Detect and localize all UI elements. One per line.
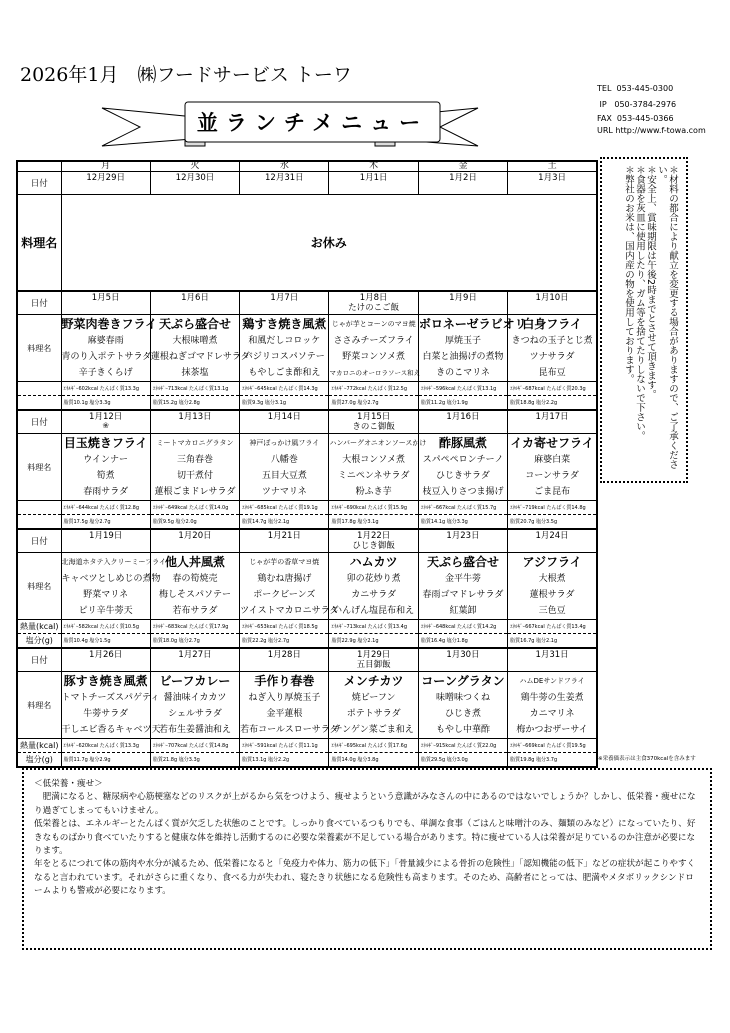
side-dish: 大根コンソメ煮 <box>342 454 406 465</box>
dish-cell <box>329 315 421 382</box>
date: 1月21日 <box>267 531 301 541</box>
side-dish: カニマリネ <box>529 708 575 719</box>
dish-label: 料理名 <box>17 195 61 292</box>
side-dish: 鶏牛蒡の生姜煮 <box>520 692 584 703</box>
date: 1月24日 <box>535 531 569 541</box>
date-cell <box>150 529 239 553</box>
side-dish: ミニペンネサラダ <box>337 470 410 481</box>
side-dish: コーンサラダ <box>525 470 579 481</box>
side-dish: いんげん塩昆布和え <box>333 605 415 616</box>
contact-tel: TEL 053-445-0300 <box>597 84 674 93</box>
fat-salt: 脂質22.2g 塩分2.7g <box>240 634 329 649</box>
fat-salt: 脂質11.2g 塩分1.9g <box>418 396 507 411</box>
fat-salt: 脂質14.7g 塩分2.1g <box>240 515 329 530</box>
dish-cell <box>508 553 597 620</box>
date: 1月22日 <box>357 531 391 541</box>
energy-protein: ｴﾈﾙｷﾞｰ591kcal たんぱく質11.1g <box>240 739 329 753</box>
date-cell: 12月31日 <box>240 172 329 195</box>
date: 1月14日 <box>267 412 301 422</box>
kcal-label <box>17 382 61 396</box>
weekday-header: 土 <box>508 161 597 172</box>
fat-salt: 脂質9.3g 塩分3.1g <box>240 396 329 411</box>
date-cell <box>61 410 150 434</box>
corner-cell <box>17 161 61 172</box>
column-paragraph: 肥満になると、糖尿病や心筋梗塞などのリスクが上がるから気をつけよう、痩せようという意識がみなさんの中にあるのではないでしょうか？しかし、低栄養・痩せになり過ぎてしまってもいけません。 <box>34 792 696 816</box>
side-dish: 醤油味イカカツ <box>163 692 227 703</box>
kcal-label <box>17 501 61 515</box>
main-dish: ハンバーグオニオンソースかけ <box>329 438 427 447</box>
side-dish: 青のり入ポテトサラダ <box>61 351 152 362</box>
date-cell <box>508 410 597 434</box>
main-dish: じゃが芋とコーンのマヨ焼 <box>331 319 416 328</box>
side-dish: 大根味噌煮 <box>172 335 218 346</box>
date-cell <box>329 529 418 553</box>
salt-label <box>17 396 61 411</box>
date: 1月13日 <box>178 412 212 422</box>
date-cell <box>61 291 150 315</box>
banner-title: 並ランチメニュー <box>196 110 429 135</box>
date: 1月9日 <box>449 293 477 303</box>
date-cell: 12月29日 <box>61 172 150 195</box>
side-dish: もやし中華酢 <box>435 724 490 735</box>
date-cell <box>240 648 329 672</box>
fat-salt: 脂質19.8g 塩分3.7g <box>508 753 597 768</box>
date-cell <box>150 291 239 315</box>
side-dish: 麻婆白菜 <box>534 454 571 465</box>
fat-salt: 脂質18.0g 塩分2.7g <box>150 634 239 649</box>
rice-of-the-day: たけのこご飯 <box>348 303 400 313</box>
date: 1月12日 <box>89 412 123 422</box>
date-cell <box>508 529 597 553</box>
main-dish: 豚すき焼き風煮 <box>63 673 148 688</box>
energy-protein: ｴﾈﾙｷﾞｰ602kcal たんぱく質13.3g <box>61 382 150 396</box>
fat-salt: 脂質10.4g 塩分1.5g <box>61 634 150 649</box>
date-cell <box>240 291 329 315</box>
side-dish: ひじき煮 <box>444 708 481 719</box>
date-cell <box>61 529 150 553</box>
side-dish: ツナマリネ <box>261 486 307 497</box>
main-dish: ハムカツ <box>349 554 398 569</box>
fat-salt: 脂質16.7g 塩分2.1g <box>508 634 597 649</box>
energy-protein: ｴﾈﾙｷﾞｰ644kcal たんぱく質12.8g <box>61 501 150 515</box>
contact-url: URL http://www.f-towa.com <box>597 126 706 135</box>
side-dish: 麻婆春雨 <box>87 335 124 346</box>
main-dish: 天ぷら盛合せ <box>158 316 231 331</box>
contact-fax: FAX 053-445-0366 <box>597 114 674 123</box>
fat-salt: 脂質17.8g 塩分3.1g <box>329 515 418 530</box>
side-dish: シェルサラダ <box>168 708 222 719</box>
main-dish: 白身フライ <box>522 316 582 331</box>
side-dish: ツイストマカロニサラダ <box>240 605 339 616</box>
date-cell <box>240 529 329 553</box>
fat-salt: 脂質14.1g 塩分3.3g <box>418 515 507 530</box>
dish-cell <box>508 434 597 501</box>
side-dish: 干しエビ香るキャベツ天 <box>61 724 161 735</box>
side-dish: 蓮根サラダ <box>529 589 575 600</box>
main-dish: メンチカツ <box>343 673 404 688</box>
energy-protein: ｴﾈﾙｷﾞｰ695kcal たんぱく質17.6g <box>329 739 418 753</box>
notice-item: ＊材料の都合により献立を変更する場合がありますので、ご了承ください。 <box>656 165 678 469</box>
side-dish: 辛子きくらげ <box>78 367 133 378</box>
date: 1月7日 <box>270 293 299 303</box>
energy-protein: ｴﾈﾙｷﾞｰ596kcal たんぱく質13.1g <box>418 382 507 396</box>
side-dish: マカロニのオーロラソース和え <box>329 368 421 377</box>
side-dish: 蓮根ごまドレサラダ <box>154 486 236 497</box>
column-heading: ＜低栄養・痩せ＞ <box>34 779 103 789</box>
dish-cell <box>240 315 329 382</box>
date-cell: 1月2日 <box>418 172 507 195</box>
dish-cell <box>150 434 239 501</box>
side-dish: 切干煮付 <box>176 470 213 481</box>
side-dish: もやしごま酢和え <box>248 367 321 378</box>
column-paragraph: 低栄養とは、エネルギーとたんぱく質が欠乏した状態のことです。しっかり食べているつもりでも、単調な食事（ごはんと味噌汁のみ、麺類のみなど）になっていたり、好きなものばかり食べていたりすると健康な体を維持し活動するのに必要な栄養素が不足している場合があります。特に痩せている人は栄養が足りているのか注意が必要になります。 <box>34 819 696 857</box>
side-dish: ごま昆布 <box>534 486 571 497</box>
lunch-menu-table <box>16 160 598 768</box>
fat-salt: 脂質29.5g 塩分3.0g <box>418 753 507 768</box>
side-dish: 粉ふき芋 <box>355 486 392 497</box>
energy-protein: ｴﾈﾙｷﾞｰ669kcal たんぱく質19.5g <box>508 739 597 753</box>
side-dish: キャベツとしめじの煮物 <box>61 573 161 584</box>
contact-ip: IP 050-3784-2976 <box>597 100 677 109</box>
side-dish: 枝豆入りさつま揚げ <box>422 486 504 497</box>
dish-cell <box>418 315 527 382</box>
energy-protein: ｴﾈﾙｷﾞｰ620kcal たんぱく質13.3g <box>61 739 150 753</box>
main-dish: イカ寄せフライ <box>510 435 594 450</box>
main-dish: コーングラタン <box>421 673 505 688</box>
energy-protein: ｴﾈﾙｷﾞｰ690kcal たんぱく質15.9g <box>329 501 418 515</box>
side-dish: 卯の花炒り煮 <box>346 573 401 584</box>
date-cell <box>329 410 418 434</box>
fat-salt: 脂質20.7g 塩分3.5g <box>508 515 597 530</box>
side-dish: バジリコスパソテー <box>243 351 325 362</box>
dish-cell <box>240 672 339 739</box>
date: 1月10日 <box>535 293 569 303</box>
side-dish: 梅しそスパソテー <box>158 589 231 600</box>
date: 1月8日 <box>359 293 388 303</box>
notice-item: ＊食器を灰皿に使用したり、ガム等を捨てたりしないで下さい。 <box>634 165 645 441</box>
dish-label: 料理名 <box>17 434 61 501</box>
date: 1月6日 <box>181 293 209 303</box>
date-cell: 1月1日 <box>329 172 418 195</box>
date-label: 日付 <box>17 648 61 672</box>
date: 1月20日 <box>178 531 212 541</box>
date-cell <box>508 291 597 315</box>
notice-box <box>600 157 688 483</box>
side-dish: 野菜コンソメ煮 <box>342 351 406 362</box>
date: 1月30日 <box>446 650 480 660</box>
dish-cell <box>150 315 250 382</box>
notice-item: ＊安全上、賞味期限は午後2時までとさせて頂きます。 <box>645 165 656 400</box>
main-dish: 鶏すき焼き風煮 <box>242 316 327 331</box>
main-dish: 手作り春巻 <box>254 673 315 688</box>
page-title: 2026年1月 ㈱フードサービス トーワ <box>20 64 352 86</box>
fat-salt: 脂質14.0g 塩分3.8g <box>329 753 418 768</box>
dish-cell <box>240 434 329 501</box>
date-label: 日付 <box>17 291 61 315</box>
fat-salt: 脂質27.0g 塩分2.7g <box>329 396 418 411</box>
side-dish: 昆布豆 <box>538 367 566 378</box>
energy-protein: ｴﾈﾙｷﾞｰ645kcal たんぱく質14.3g <box>240 382 329 396</box>
rice-of-the-day: きのこ御飯 <box>352 422 395 432</box>
date-cell <box>418 529 507 553</box>
main-dish: ミートマカロニグラタン <box>156 438 234 447</box>
holiday-cell: お休み <box>61 195 597 292</box>
side-dish: ウインナー <box>83 454 129 465</box>
fat-salt: 脂質17.5g 塩分2.7g <box>61 515 150 530</box>
date-cell <box>418 648 507 672</box>
side-dish: 五目大豆煮 <box>261 470 307 481</box>
energy-protein: ｴﾈﾙｷﾞｰ653kcal たんぱく質18.5g <box>240 620 329 634</box>
date-cell <box>329 648 418 672</box>
fat-salt: 脂質10.1g 塩分3.3g <box>61 396 150 411</box>
dish-cell <box>61 315 158 382</box>
date-cell <box>329 291 418 315</box>
energy-protein: ｴﾈﾙｷﾞｰ707kcal たんぱく質14.8g <box>150 739 239 753</box>
date: 1月5日 <box>91 293 120 303</box>
main-dish: アジフライ <box>522 554 582 569</box>
side-dish: 野菜マリネ <box>83 589 129 600</box>
date: 1月17日 <box>535 412 569 422</box>
flower-icon: ❀ <box>102 421 110 430</box>
side-dish: ポテトサラダ <box>346 708 401 719</box>
nutrition-note: ※栄養価表示は主食370kcalを含みます <box>598 756 696 762</box>
weekday-header: 木 <box>329 161 418 172</box>
rice-of-the-day: 五目御飯 <box>356 660 391 670</box>
side-dish: ねぎ入り厚焼玉子 <box>248 692 321 703</box>
date-label: 日付 <box>17 172 61 195</box>
side-dish: 金平牛蒡 <box>444 573 481 584</box>
date: 1月23日 <box>446 531 480 541</box>
date: 1月15日 <box>357 412 391 422</box>
weekday-header: 金 <box>418 161 507 172</box>
side-dish: 蓮根ねぎゴマドレサラダ <box>150 351 250 362</box>
main-dish: ビーフカレー <box>159 673 231 688</box>
side-dish: カニサラダ <box>351 589 397 600</box>
side-dish: 焼ビーフン <box>351 692 396 703</box>
side-dish: ささみチーズフライ <box>333 335 414 346</box>
nutrition-column <box>22 768 712 950</box>
side-dish: トマトチーズスパゲティ <box>61 692 160 703</box>
side-dish: 若布コールスローサラダ <box>240 724 339 735</box>
dish-label: 料理名 <box>17 553 61 620</box>
side-dish: 筍煮 <box>96 470 115 481</box>
energy-protein: ｴﾈﾙｷﾞｰ649kcal たんぱく質14.0g <box>150 501 239 515</box>
kcal-label: 熱量(kcal) <box>17 739 61 753</box>
main-dish: 北海道ホタテ入クリーミーフライ <box>61 557 166 566</box>
side-dish: 若布生姜醤油和え <box>158 724 231 735</box>
energy-protein: ｴﾈﾙｷﾞｰ772kcal たんぱく質12.5g <box>329 382 418 396</box>
dish-cell <box>418 553 507 620</box>
salt-label: 塩分(g) <box>17 753 61 768</box>
date-cell <box>240 410 329 434</box>
date-cell <box>61 648 150 672</box>
side-dish: きつねの玉子とじ煮 <box>511 335 593 346</box>
fat-salt: 脂質13.1g 塩分2.2g <box>240 753 329 768</box>
side-dish: ツナサラダ <box>529 351 575 362</box>
side-dish: 春雨サラダ <box>83 486 129 497</box>
side-dish: 八幡巻 <box>270 454 298 465</box>
main-dish: じゃが芋の香草マヨ焼 <box>249 557 320 566</box>
side-dish: ポークビーンズ <box>253 589 316 600</box>
date-cell: 1月3日 <box>508 172 597 195</box>
date: 1月26日 <box>89 650 123 660</box>
side-dish: 三角春巻 <box>176 454 213 465</box>
weekday-header: 月 <box>61 161 150 172</box>
side-dish: 金平蓮根 <box>266 708 303 719</box>
fat-salt: 脂質9.5g 塩分2.0g <box>150 515 239 530</box>
side-dish: 抹茶塩 <box>181 367 209 378</box>
notice-item: ＊弊社のお米は、国内産の物を使用しております。 <box>623 165 634 384</box>
fat-salt: 脂質11.7g 塩分2.9g <box>61 753 150 768</box>
fat-salt: 脂質22.9g 塩分2.1g <box>329 634 418 649</box>
date-cell <box>150 410 239 434</box>
rice-of-the-day: ひじき御飯 <box>352 541 395 551</box>
dish-cell <box>418 672 507 739</box>
date-cell <box>418 291 507 315</box>
main-dish: 他人丼風煮 <box>164 554 225 569</box>
date-cell <box>418 410 507 434</box>
main-dish: ボロネーゼラビオリ <box>418 316 527 331</box>
side-dish: チンゲン菜ごま和え <box>333 724 414 735</box>
dish-cell <box>61 434 150 501</box>
side-dish: 梅かつおザーサイ <box>516 724 588 735</box>
date: 1月19日 <box>89 531 123 541</box>
energy-protein: ｴﾈﾙｷﾞｰ685kcal たんぱく質19.1g <box>240 501 329 515</box>
kcal-label: 熱量(kcal) <box>17 620 61 634</box>
side-dish: ひじきサラダ <box>436 470 490 481</box>
energy-protein: ｴﾈﾙｷﾞｰ667kcal たんぱく質15.7g <box>418 501 507 515</box>
weekday-header: 火 <box>150 161 239 172</box>
fat-salt: 脂質16.4g 塩分1.8g <box>418 634 507 649</box>
date-label: 日付 <box>17 529 61 553</box>
date-label: 日付 <box>17 410 61 434</box>
energy-protein: ｴﾈﾙｷﾞｰ915kcal たんぱく質22.0g <box>418 739 507 753</box>
salt-label: 塩分(g) <box>17 634 61 649</box>
dish-cell <box>508 672 597 739</box>
energy-protein: ｴﾈﾙｷﾞｰ713kcal たんぱく質13.1g <box>150 382 239 396</box>
main-dish: 目玉焼きフライ <box>63 435 148 450</box>
dish-cell <box>240 553 339 620</box>
main-dish: ハムDEサンドフライ <box>519 676 585 685</box>
side-dish: 春の筍焼売 <box>172 573 218 584</box>
main-dish: 野菜肉巻きフライ <box>61 316 158 331</box>
fat-salt: 脂質21.8g 塩分3.3g <box>150 753 239 768</box>
side-dish: 春雨ゴマドレサラダ <box>422 589 504 600</box>
side-dish: 紅葉卸 <box>449 605 477 616</box>
side-dish: 若布サラダ <box>172 605 218 616</box>
main-dish: 酢豚風煮 <box>438 435 487 450</box>
dish-cell <box>61 553 166 620</box>
side-dish: 牛蒡サラダ <box>83 708 129 719</box>
fat-salt: 脂質15.2g 塩分2.8g <box>150 396 239 411</box>
side-dish: スパペペロンチーノ <box>422 454 504 465</box>
side-dish: 和風だしコロッケ <box>248 335 321 346</box>
weekday-header: 水 <box>240 161 329 172</box>
side-dish: 白菜と油揚げの煮物 <box>422 351 504 362</box>
date: 1月16日 <box>446 412 480 422</box>
dish-cell <box>329 672 418 739</box>
energy-protein: ｴﾈﾙｷﾞｰ719kcal たんぱく質14.8g <box>508 501 597 515</box>
energy-protein: ｴﾈﾙｷﾞｰ713kcal たんぱく質13.4g <box>329 620 418 634</box>
date: 1月29日 <box>357 650 391 660</box>
main-dish: 神戸ぼっかけ風フライ <box>249 438 320 447</box>
side-dish: 大根煮 <box>538 573 566 584</box>
energy-protein: ｴﾈﾙｷﾞｰ648kcal たんぱく質14.2g <box>418 620 507 634</box>
date-cell <box>150 648 239 672</box>
dish-label: 料理名 <box>17 672 61 739</box>
energy-protein: ｴﾈﾙｷﾞｰ582kcal たんぱく質10.5g <box>61 620 150 634</box>
side-dish: 味噌味つくね <box>435 692 490 703</box>
dish-cell <box>61 672 161 739</box>
dish-cell <box>329 434 427 501</box>
energy-protein: ｴﾈﾙｷﾞｰ683kcal たんぱく質17.9g <box>150 620 239 634</box>
side-dish: 厚焼玉子 <box>444 335 481 346</box>
side-dish: 鶏むね唐揚げ <box>257 573 312 584</box>
side-dish: きのこマリネ <box>436 367 490 378</box>
date-cell: 12月30日 <box>150 172 239 195</box>
date: 1月31日 <box>535 650 569 660</box>
dish-label: 料理名 <box>17 315 61 382</box>
dish-cell <box>329 553 418 620</box>
salt-label <box>17 515 61 530</box>
main-dish: 天ぷら盛合せ <box>426 554 499 569</box>
side-dish: ピリ辛牛蒡天 <box>78 605 133 616</box>
energy-protein: ｴﾈﾙｷﾞｰ687kcal たんぱく質20.3g <box>508 382 597 396</box>
side-dish: 三色豆 <box>538 605 566 616</box>
date: 1月27日 <box>178 650 212 660</box>
fat-salt: 脂質18.8g 塩分2.2g <box>508 396 597 411</box>
dish-cell <box>418 434 507 501</box>
date-cell <box>508 648 597 672</box>
date: 1月28日 <box>267 650 301 660</box>
dish-cell <box>150 672 239 739</box>
energy-protein: ｴﾈﾙｷﾞｰ667kcal たんぱく質13.4g <box>508 620 597 634</box>
column-paragraph: 年をとるにつれて体の筋肉や水分が減るため、低栄養になると「免疫力や体力、筋力の低下」「骨量減少による骨折の危険性」「認知機能の低下」などの症状が起こりやすくなると言われています。それがさらに重くなり、食べる力が失われ、寝たきり状態になる危険性も高まります。そのため、高齢者にとっては、肥満やメタボリックシンドロームよりも警戒が必要になります。 <box>34 859 696 897</box>
